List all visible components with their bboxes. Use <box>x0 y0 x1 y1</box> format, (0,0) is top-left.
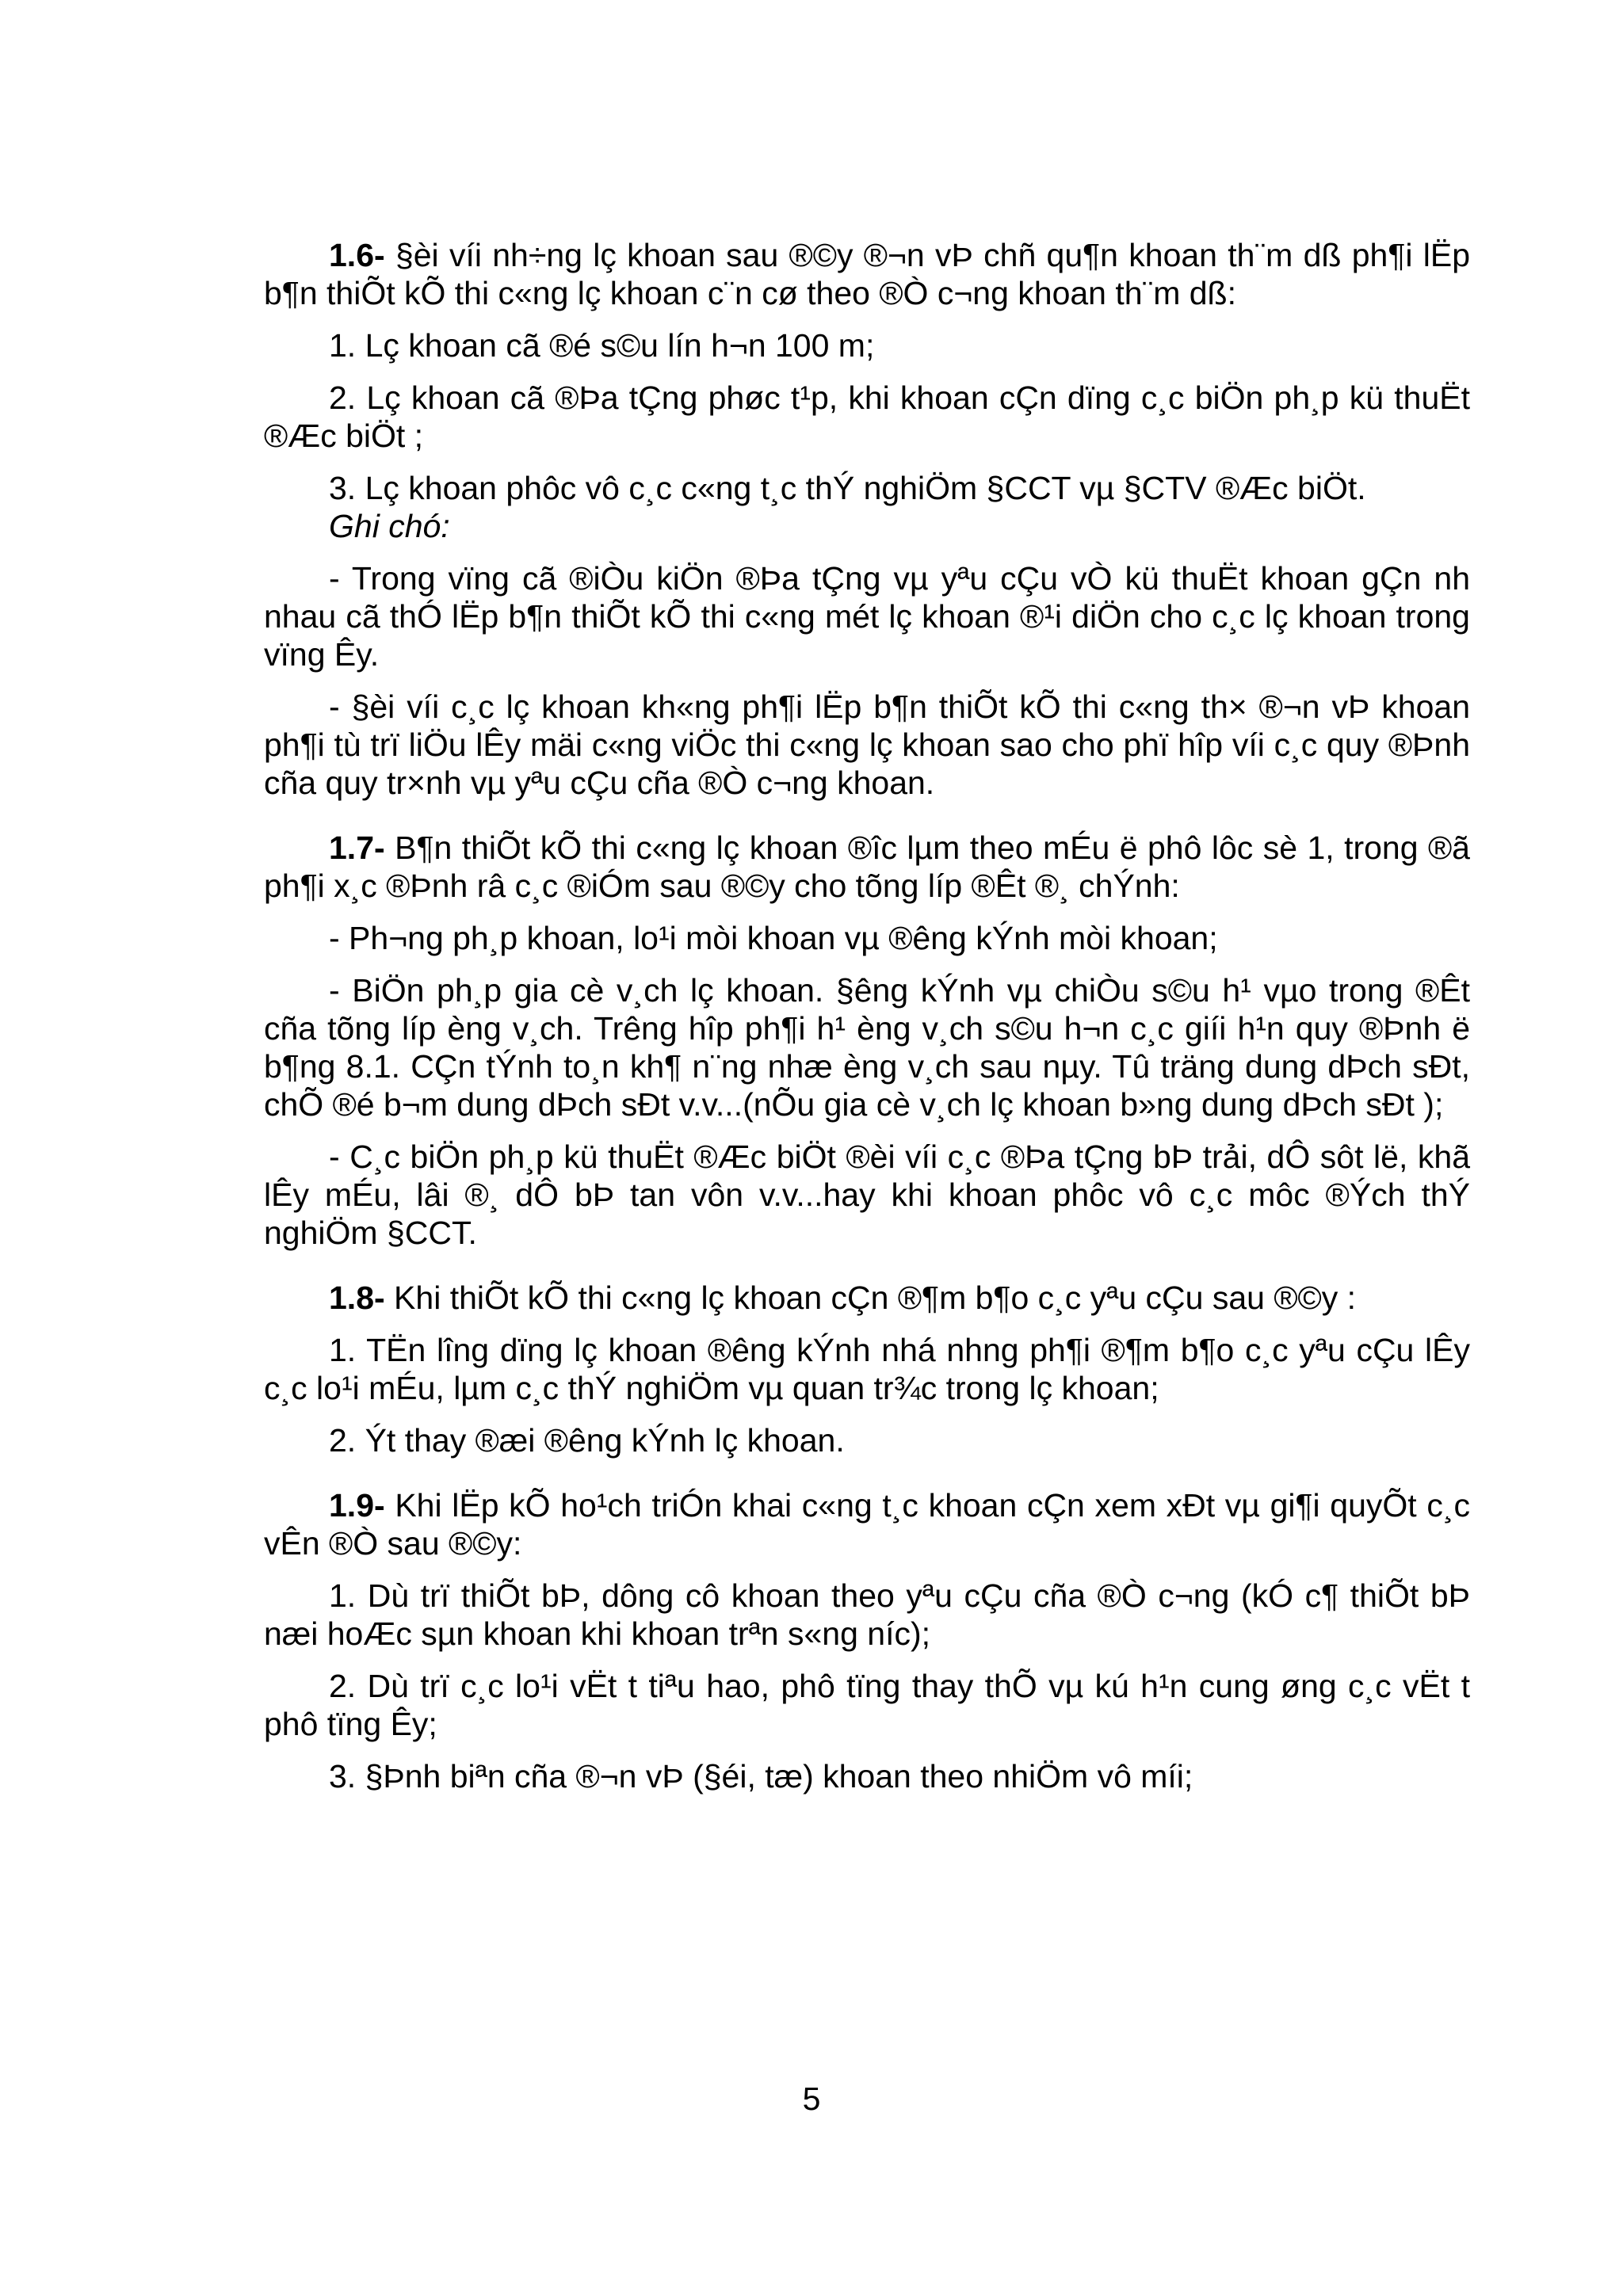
section-1-7-intro: B¶n thiÕt kÕ thi c«ng lç khoan ®îc lµm theo mÉu ë phô lôc sè 1, trong ®ã ph¶i x¸c ®Þnh râ c¸c ®iÓm sau ®©y cho tõng líp ®Êt ®¸ chÝnh: <box>264 830 1470 904</box>
section-1-7-number: 1.7- <box>329 830 385 866</box>
list-item: 3. §Þnh biªn cña ®¬n vÞ (§éi, tæ) khoan theo nhiÖm vô míi; <box>329 1758 1193 1794</box>
list-item: 2. Dù trï c¸c lo¹i vËt t tiªu hao, phô tïng thay thÕ vµ kú h¹n cung øng c¸c vËt t phô tïng Êy; <box>264 1668 1470 1742</box>
section-1-9-paragraph <box>264 1486 1470 1562</box>
section-1-9-number: 1.9- <box>329 1487 385 1524</box>
note-item: - §èi víi c¸c lç khoan kh«ng ph¶i lËp b¶n thiÕt kÕ thi c«ng th× ®¬n vÞ khoan ph¶i tù trï liÖu lÊy mäi c«ng viÖc thi c«ng lç khoan sao cho phï hîp víi c¸c quy ®Þnh cña quy tr×nh vµ yªu cÇu cña ®Ò c¬ng khoan. <box>264 688 1470 801</box>
list-item: - Ph¬ng ph¸p khoan, lo¹i mòi khoan vµ ®êng kÝnh mòi khoan; <box>329 920 1218 956</box>
note-item: - Trong vïng cã ®iÒu kiÖn ®Þa tÇng vµ yªu cÇu vÒ kü thuËt khoan gÇn nh nhau cã thÓ lËp b¶n thiÕt kÕ thi c«ng mét lç khoan ®¹i diÖn cho c¸c lç khoan trong vïng Êy. <box>264 560 1470 673</box>
section-1-6-paragraph <box>264 236 1470 312</box>
section-1-6-number: 1.6- <box>329 237 385 273</box>
list-item: 1. Lç khoan cã ®é s©u lín h¬n 100 m; <box>329 327 875 364</box>
list-item: 2. Ýt thay ®æi ®êng kÝnh lç khoan. <box>329 1422 845 1459</box>
list-item: 1. TËn lîng dïng lç khoan ®êng kÝnh nhá nhng ph¶i ®¶m b¶o c¸c yªu cÇu lÊy c¸c lo¹i mÉu, lµm c¸c thÝ nghiÖm vµ quan tr¾c trong lç khoan; <box>264 1332 1470 1406</box>
list-item: - BiÖn ph¸p gia cè v¸ch lç khoan. §êng kÝnh vµ chiÒu s©u h¹ vµo trong ®Êt cña tõng líp èng v¸ch. Trêng hîp ph¶i h¹ èng v¸ch s©u h¬n c¸c giíi h¹n quy ®Þnh ë b¶ng 8.1. CÇn tÝnh to¸n kh¶ n¨ng nhæ èng v¸ch sau nµy. Tû träng dung dÞch sÐt, chÕ ®é b¬m dung dÞch sÐt v.v...(nÕu gia cè v¸ch lç khoan b»ng dung dÞch sÐt ); <box>264 972 1470 1123</box>
page-number: 5 <box>802 2081 821 2117</box>
section-1-8-number: 1.8- <box>329 1280 385 1316</box>
note-label: Ghi chó: <box>329 508 450 544</box>
list-item: 1. Dù trï thiÕt bÞ, dông cô khoan theo yªu cÇu cña ®Ò c¬ng (kÓ c¶ thiÕt bÞ næi hoÆc sµn khoan khi khoan trªn s«ng níc); <box>264 1577 1470 1652</box>
list-item: - C¸c biÖn ph¸p kü thuËt ®Æc biÖt ®èi víi c¸c ®Þa tÇng bÞ trải, dÔ sôt lë, khã lÊy mÉu, lâi ®¸ dÔ bÞ tan vôn v.v...hay khi khoan phôc vô c¸c môc ®Ých thÝ nghiÖm §CCT. <box>264 1138 1470 1251</box>
section-1-6-intro: §èi víi nh÷ng lç khoan sau ®©y ®¬n vÞ chñ qu¶n khoan th¨m dß ph¶i lËp b¶n thiÕt kÕ thi c«ng lç khoan c¨n cø theo ®Ò c¬ng khoan th¨m dß: <box>264 237 1470 311</box>
list-item: 2. Lç khoan cã ®Þa tÇng phøc t¹p, khi khoan cÇn dïng c¸c biÖn ph¸p kü thuËt ®Æc biÖt ; <box>264 379 1470 454</box>
page-body <box>264 236 1470 1795</box>
list-item: 3. Lç khoan phôc vô c¸c c«ng t¸c thÝ nghiÖm §CCT vµ §CTV ®Æc biÖt. <box>329 470 1366 506</box>
section-1-9-intro: Khi lËp kÕ ho¹ch triÓn khai c«ng t¸c khoan cÇn xem xÐt vµ gi¶i quyÕt c¸c vÊn ®Ò sau ®©y: <box>264 1487 1470 1562</box>
section-1-8-intro: Khi thiÕt kÕ thi c«ng lç khoan cÇn ®¶m b¶o c¸c yªu cÇu sau ®©y : <box>384 1280 1357 1316</box>
section-1-7-paragraph <box>264 829 1470 905</box>
section-1-8-paragraph <box>264 1279 1470 1317</box>
